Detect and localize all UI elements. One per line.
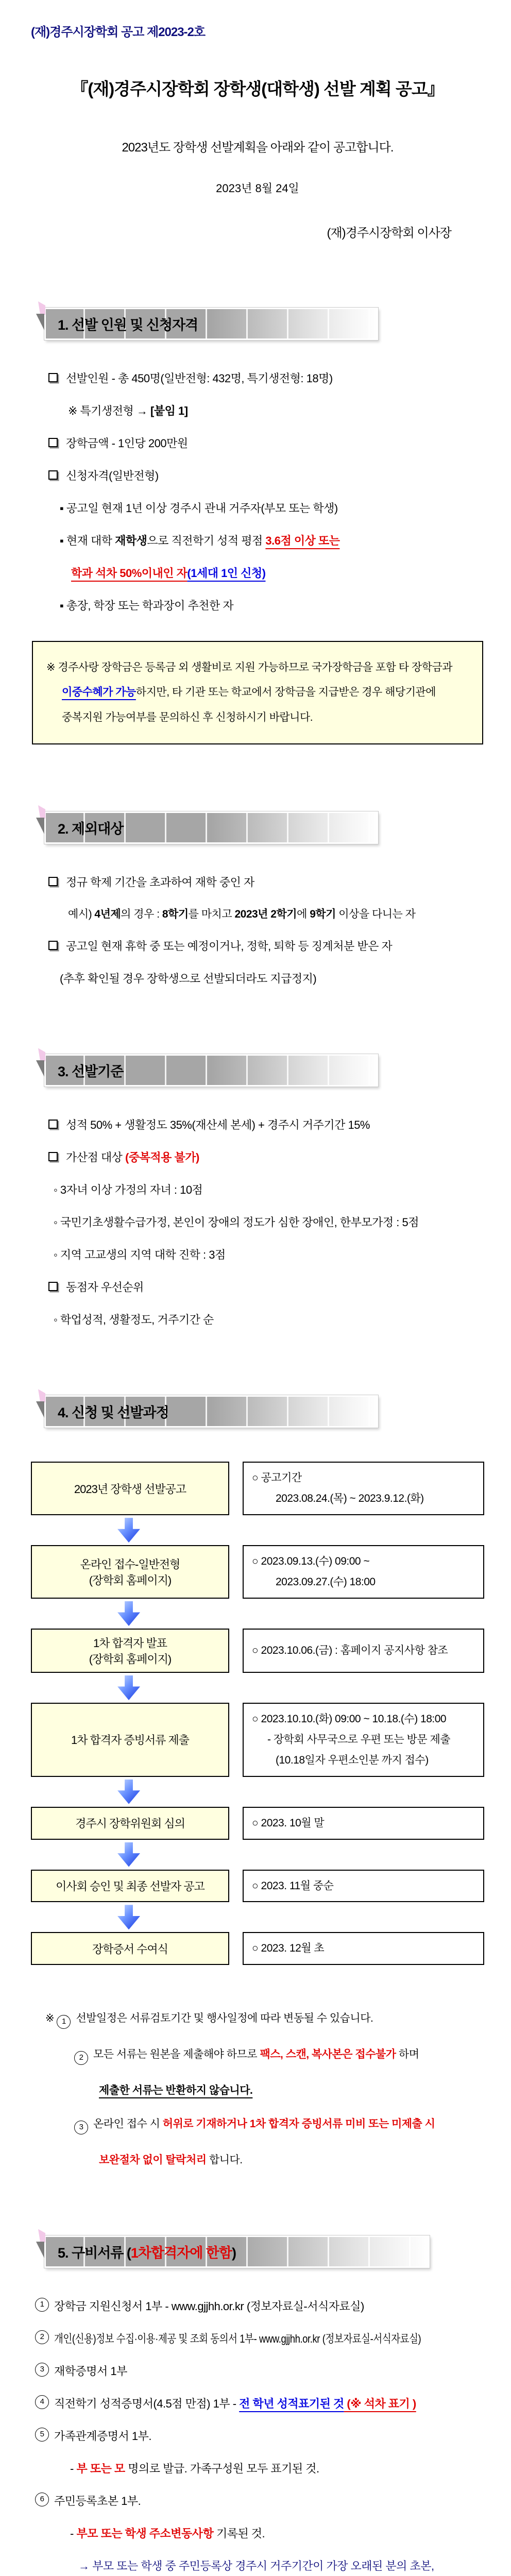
section-5-paren: ) <box>231 2245 236 2261</box>
s1-rank-requirement: 학과 석차 50%이내인 자 <box>71 567 188 580</box>
flow-step-label: 이사회 승인 및 최종 선발자 공고 <box>56 1879 205 1893</box>
flow-step-box <box>31 1629 229 1673</box>
s1-bullet-residency: ▪ 공고일 현재 1년 이상 경주시 관내 거주자(부모 또는 학생) <box>60 502 338 515</box>
s3-item-tiebreaker <box>48 1279 484 1296</box>
s1-one-per-household: (1세대 1인 신청) <box>187 567 266 580</box>
flow-row-first-pass-announcement <box>31 1629 484 1673</box>
flow-step-label: 2023년 장학생 선발공고 <box>74 1482 186 1496</box>
required-documents-list <box>31 2298 484 2576</box>
doc-item-text: 재학증명서 1부 <box>54 2364 127 2378</box>
flow-date-line: (10.18일자 우편소인분 까지 접수) <box>276 1754 429 1766</box>
square-bullet-icon <box>48 877 58 886</box>
s1-bullet-text: 으로 직전학기 성적 평점 <box>147 534 266 547</box>
circled-number-value: 3 <box>40 2364 44 2374</box>
flow-row-final-announcement <box>31 1870 484 1903</box>
note-text: 선발일정은 서류검토기간 및 행사일정에 따라 변동될 수 있습니다. <box>76 2012 373 2025</box>
address-change-note: 부모 또는 학생 주소변동사항 <box>76 2527 214 2540</box>
flow-date-box <box>243 1462 484 1515</box>
flow-arrow-row <box>31 1840 484 1870</box>
flow-step-label: 온라인 접수-일반전형 <box>80 1558 180 1571</box>
s2-example-bold: 2023년 2학기 <box>234 908 297 920</box>
s2-item-over-term <box>48 874 484 891</box>
s2-example-bold: 4년제 <box>94 908 121 920</box>
note-red-text: 팩스, 스캔, 복사본은 접수불가 <box>260 2048 396 2061</box>
circled-number <box>35 2298 49 2312</box>
circled-number-value: 2 <box>79 2053 83 2062</box>
note-red-text: 보완절차 없이 탈락처리 <box>99 2154 207 2166</box>
square-bullet-icon <box>48 373 58 382</box>
flow-date-box <box>243 1807 484 1840</box>
s1-bullet-gpa <box>60 532 484 549</box>
flow-arrow-row <box>31 1902 484 1932</box>
down-arrow-icon <box>117 1842 140 1867</box>
section-1-header: 1. 선발 인원 및 신청자격 <box>44 308 378 340</box>
s1-note-ref: [붙임 1] <box>150 404 188 417</box>
doc-text: (정보자료실-서식자료실) <box>244 2299 364 2313</box>
flow-date-box <box>243 1545 484 1599</box>
s1-bullet-bold: 재학생 <box>115 534 147 547</box>
doc-text: - <box>70 2527 77 2540</box>
s1-item-text: 신청자격(일반전형) <box>66 469 159 482</box>
s3-item-weighting <box>48 1116 484 1133</box>
doc-resident-register-arrow-1: → 부모 또는 학생 중 주민등록상 경주시 거주기간이 가장 오래된 분의 초본, <box>78 2559 434 2572</box>
note-original-documents <box>74 2046 484 2065</box>
square-bullet-icon <box>48 1152 58 1161</box>
flow-step-label: 1차 합격자 발표 <box>93 1636 167 1650</box>
doc-item-text <box>54 2330 421 2347</box>
flow-date-box <box>243 1629 484 1673</box>
square-bullet-icon <box>48 1282 58 1291</box>
s1-item-eligibility <box>48 467 484 484</box>
s2-example-text: 의 경우 : <box>121 908 162 920</box>
circled-number <box>35 2330 49 2344</box>
flow-step-sublabel: (장학회 홈페이지) <box>89 1652 172 1666</box>
flow-date-line: ○ 2023.10.06.(금) : 홈페이지 공지사항 참조 <box>252 1645 448 1656</box>
circled-number-value: 4 <box>40 2397 44 2406</box>
s1-gpa-requirement: 3.6점 이상 또는 <box>265 534 340 547</box>
down-arrow-icon <box>117 1601 140 1626</box>
flow-step-box <box>31 1545 229 1599</box>
flow-row-award-ceremony <box>31 1932 484 1965</box>
flow-step-label: 1차 합격자 증빙서류 제출 <box>71 1734 190 1747</box>
circled-number <box>35 2428 49 2442</box>
flow-date-box <box>243 1703 484 1777</box>
circled-number-value: 6 <box>40 2494 44 2503</box>
s2-example-bold: 8학기 <box>162 908 189 920</box>
flow-date-line: ○ 2023. 12월 초 <box>252 1942 325 1955</box>
note-schedule-change <box>45 2010 484 2029</box>
s2-item-text: 정규 학제 기간을 초과하여 재학 중인 자 <box>66 875 254 889</box>
flow-arrow-row <box>31 1673 484 1703</box>
double-benefit-highlight: 이중수혜가 가능 <box>62 686 136 699</box>
s3-item-text: 동점자 우선순위 <box>66 1281 144 1294</box>
transcript-requirement: 전 학년 성적표기된 것 <box>239 2397 344 2410</box>
doc-family-certificate <box>35 2428 484 2445</box>
doc-enrollment-certificate <box>35 2363 484 2380</box>
circled-number <box>57 2015 71 2029</box>
parent-name-note: 부 또는 모 <box>76 2462 125 2475</box>
flow-date-line: ○ 2023. 10월 말 <box>252 1817 325 1829</box>
section-5-header <box>44 2235 430 2268</box>
flow-row-committee-review <box>31 1807 484 1840</box>
flow-date-line: ○ 2023.09.13.(수) 09:00 ~ <box>252 1555 370 1568</box>
section-2-header: 2. 제외대상 <box>44 811 378 844</box>
notice-number: (재)경주시장학회 공고 제2023-2호 <box>31 25 206 39</box>
flow-date-line: 2023.09.27.(수) 18:00 <box>276 1576 376 1588</box>
s1-item-special-note <box>68 402 484 419</box>
circled-number <box>35 2395 49 2409</box>
s3-item-bonus <box>48 1149 484 1166</box>
s1-item-text: 선발인원 - 총 450명(일반전형: 432명, 특기생전형: 18명) <box>66 372 333 385</box>
down-arrow-icon <box>117 1518 140 1543</box>
flow-arrow-row <box>31 1515 484 1545</box>
flow-step-box <box>31 1807 229 1840</box>
s2-example <box>68 906 484 923</box>
circled-number <box>35 2493 49 2506</box>
s3-no-duplicate-note: (중복적용 불가) <box>125 1151 199 1164</box>
notice-box-text: 하지만, 타 기관 또는 학교에서 장학금을 지급받은 경우 해당기관에 <box>135 686 436 699</box>
s2-example-text: 를 마치고 <box>188 908 235 920</box>
doc-item-text: 가족관계증명서 1부. <box>54 2429 151 2443</box>
circled-number-value: 1 <box>40 2299 44 2309</box>
down-arrow-icon <box>117 1905 140 1929</box>
circled-number-value: 1 <box>62 2017 66 2026</box>
flow-date-line: ○ 공고기간 <box>252 1472 302 1484</box>
section-4-header: 4. 신청 및 선발과정 <box>44 1395 378 1428</box>
flow-step-box <box>31 1932 229 1965</box>
note-original-documents-cont <box>99 2082 484 2099</box>
doc-text: 직전학기 성적증명서(4.5점 만점) 1부 - <box>54 2397 240 2410</box>
note-text: 하며 <box>396 2048 419 2061</box>
s1-item-amount <box>48 435 484 452</box>
doc-transcript <box>35 2395 484 2412</box>
s2-example-text: 에 <box>297 908 310 920</box>
flow-date-line: ○ 2023.10.10.(화) 09:00 ~ 10.18.(수) 18:00 <box>252 1713 447 1725</box>
flow-row-document-submission <box>31 1703 484 1777</box>
s1-item-selection-count <box>48 370 484 387</box>
s3-item-text: 성적 50% + 생활정도 35%(재산세 본세) + 경주시 거주기간 15% <box>66 1118 370 1132</box>
website-url: www.gjjhh.or.kr <box>171 2299 244 2313</box>
doc-text: 명의로 발급. 가족구성원 모두 표기된 것. <box>125 2462 319 2475</box>
square-bullet-icon <box>48 470 58 480</box>
flow-step-box <box>31 1870 229 1903</box>
doc-resident-register <box>35 2493 484 2510</box>
s2-item-disciplinary <box>48 938 484 955</box>
circled-number-value: 5 <box>40 2429 44 2438</box>
website-url: www.gjjhh.or.kr <box>259 2332 320 2345</box>
flow-step-sublabel: (장학회 홈페이지) <box>89 1574 172 1587</box>
s1-item-text: 장학금액 - 1인당 200만원 <box>66 437 188 450</box>
note-red-text: 허위로 기재하거나 1차 합격자 증빙서류 미비 또는 미제출 시 <box>162 2118 435 2130</box>
s3-item-text: 가산점 대상 <box>66 1151 125 1164</box>
s1-bullet-text: ▪ 현재 대학 <box>60 534 115 547</box>
selection-process-flow <box>31 1462 484 1965</box>
notice-box-line <box>62 680 469 705</box>
flow-date-box <box>243 1932 484 1965</box>
doc-text: (정보자료실-서식자료실) <box>320 2332 421 2345</box>
issuer: (재)경주시장학회 이사장 <box>327 226 451 240</box>
note-text: 모든 서류는 원본을 제출해야 하므로 <box>93 2048 260 2061</box>
doc-privacy-consent <box>35 2330 484 2347</box>
flow-row-online-application <box>31 1545 484 1599</box>
note-text: 온라인 접수 시 <box>93 2118 163 2130</box>
doc-text: - <box>70 2462 77 2475</box>
flow-step-label: 장학증서 수여식 <box>92 1942 168 1956</box>
section-5-title: 5. 구비서류 <box>58 2245 127 2261</box>
doc-item-text: 주민등록초본 1부. <box>54 2494 141 2507</box>
s1-bullet-recommendation: ▪ 총장, 학장 또는 학과장이 추천한 자 <box>60 599 234 612</box>
section-5-paren: ( <box>126 2245 131 2261</box>
rank-notation-note: (※ 석차 표기 ) <box>344 2397 416 2410</box>
notice-box-line: ※ 경주사랑 장학금은 등록금 외 생활비로 지원 가능하므로 국가장학금을 포함 타 장학금과 <box>46 662 453 673</box>
section-5-red-note: 1차합격자에 한함 <box>130 2245 232 2261</box>
s2-item-disciplinary-cont: (추후 확인될 경우 장학생으로 선발되더라도 지급정지) <box>60 972 317 986</box>
doc-text: 장학금 지원신청서 1부 - <box>54 2299 172 2313</box>
circled-number <box>74 2121 88 2134</box>
flow-arrow-row <box>31 1777 484 1807</box>
s1-note-text: ※ 특기생전형 → <box>68 404 151 417</box>
flow-arrow-row <box>31 1599 484 1629</box>
section-3-header: 3. 선발기준 <box>44 1054 378 1087</box>
doc-resident-register-note <box>70 2525 484 2542</box>
doc-item-text <box>54 2298 364 2315</box>
notice-box-line: 중복지원 가능여부를 문의하신 후 신청하시기 바랍니다. <box>62 711 313 723</box>
flow-step-box <box>31 1703 229 1777</box>
s2-example-text: 예시) <box>68 908 95 920</box>
down-arrow-icon <box>117 1675 140 1700</box>
doc-text: 기록된 것. <box>213 2527 265 2540</box>
circled-number-value: 3 <box>79 2123 83 2132</box>
s3-bonus-local-university: ◦ 지역 고교생의 지역 대학 진학 : 3점 <box>54 1248 226 1262</box>
reference-mark: ※ <box>45 2012 57 2025</box>
doc-text: 개인(신용)정보 수집·이용·제공 및 조회 동의서 1부- <box>54 2332 260 2345</box>
s3-tiebreaker-order: ◦ 학업성적, 생활정도, 거주기간 순 <box>54 1313 214 1327</box>
down-arrow-icon <box>117 1780 140 1804</box>
document-title: 『(재)경주시장학회 장학생(대학생) 선발 계획 공고』 <box>71 79 444 98</box>
note-text: 합니다. <box>206 2154 243 2166</box>
flow-date-line: - 장학회 사무국으로 우편 또는 방문 제출 <box>267 1733 451 1745</box>
doc-application-form <box>35 2298 484 2315</box>
doc-family-certificate-note <box>70 2460 484 2477</box>
doc-item-text <box>54 2395 416 2412</box>
s3-bonus-three-children: ◦ 3자녀 이상 가정의 자녀 : 10점 <box>54 1183 203 1197</box>
document-intro: 2023년도 장학생 선발계획을 아래와 같이 공고합니다. <box>122 141 394 155</box>
square-bullet-icon <box>48 1120 58 1129</box>
s1-bullet-gpa-cont <box>71 565 484 582</box>
flow-step-label: 경주시 장학위원회 심의 <box>75 1817 185 1831</box>
flow-notes <box>31 2010 484 2168</box>
s2-example-bold: 9학기 <box>310 908 336 920</box>
note-false-statement <box>74 2116 484 2134</box>
s3-bonus-basic-livelihood: ◦ 국민기초생활수급가정, 본인이 장애의 정도가 심한 장애인, 한부모가정 : 5점 <box>54 1216 419 1229</box>
announcement-date: 2023년 8월 24일 <box>216 182 299 195</box>
circled-number <box>35 2363 49 2377</box>
flow-row-announcement <box>31 1462 484 1515</box>
circled-number <box>74 2051 88 2065</box>
flow-step-box <box>31 1462 229 1515</box>
circled-number-value: 2 <box>40 2332 44 2341</box>
flow-date-line: 2023.08.24.(목) ~ 2023.9.12.(화) <box>276 1493 424 1505</box>
s2-item-text: 공고일 현재 휴학 중 또는 예정이거나, 정학, 퇴학 등 징계처분 받은 자 <box>66 940 393 953</box>
double-benefit-notice-box <box>32 641 483 744</box>
flow-date-line: ○ 2023. 11월 중순 <box>252 1879 334 1892</box>
note-underline-text: 제출한 서류는 반환하지 않습니다. <box>99 2084 253 2096</box>
square-bullet-icon <box>48 438 58 447</box>
square-bullet-icon <box>48 941 58 950</box>
note-false-statement-cont <box>99 2152 484 2168</box>
s2-example-text: 이상을 다니는 자 <box>335 908 416 920</box>
flow-date-box <box>243 1870 484 1903</box>
